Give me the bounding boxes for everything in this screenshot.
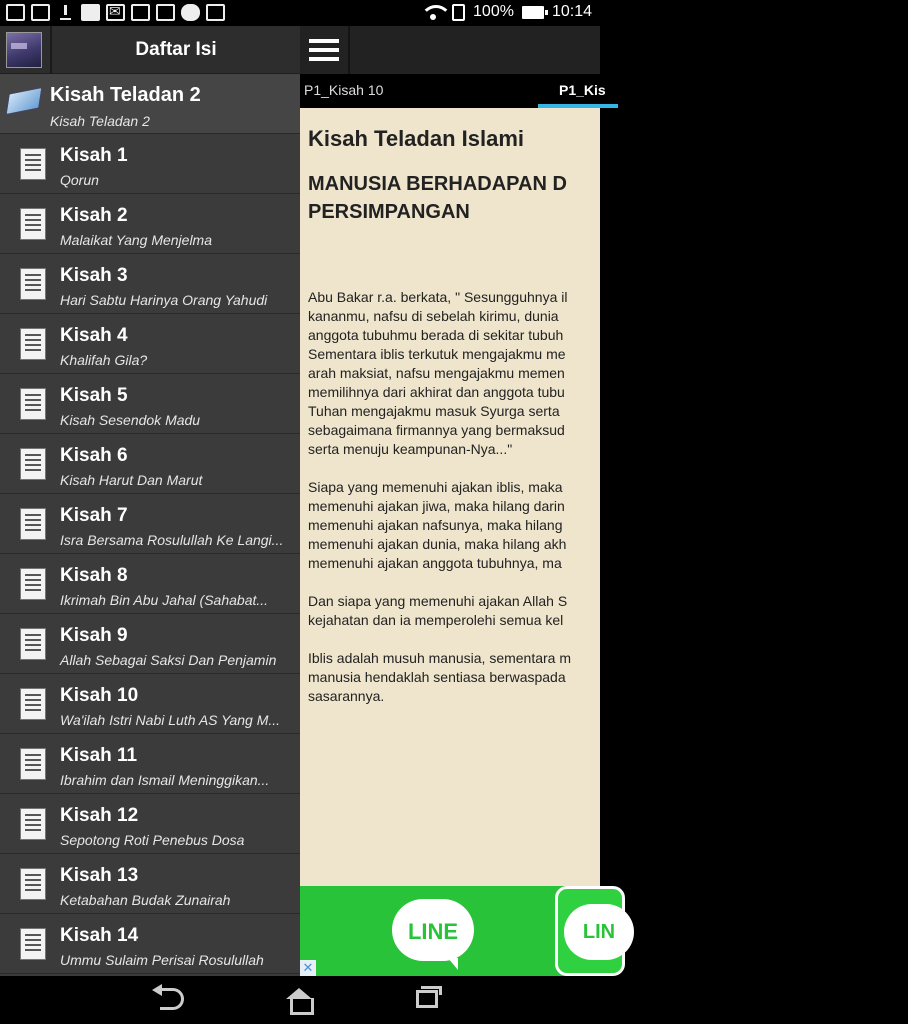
paragraph-line: manusia hendaklah sentiasa berwaspada <box>308 669 566 685</box>
document-icon <box>20 148 46 180</box>
document-icon <box>20 508 46 540</box>
drawer-item-title: Kisah 1 <box>60 145 128 166</box>
paragraph-line: memenuhi ajakan anggota tubuhnya, ma <box>308 555 562 571</box>
document-icon <box>20 748 46 780</box>
document-icon <box>20 628 46 660</box>
drawer-item-title: Kisah 11 <box>60 745 138 766</box>
tab-strip <box>300 74 606 108</box>
game-controller-icon <box>181 4 200 21</box>
paragraph-line: Sementara iblis terkutuk mengajakmu me <box>308 346 566 362</box>
drawer-item-title: Kisah 6 <box>60 445 128 466</box>
drawer-title: Daftar Isi <box>135 39 217 60</box>
drawer-item[interactable] <box>0 74 300 134</box>
document-icon <box>20 268 46 300</box>
document-icon <box>20 568 46 600</box>
document-icon <box>20 808 46 840</box>
drawer-item-subtitle: Malaikat Yang Menjelma <box>60 232 213 248</box>
ad-banner[interactable] <box>300 886 616 976</box>
battery-percent: 100% <box>473 3 514 20</box>
drawer-item-title: Kisah 2 <box>60 205 128 226</box>
drawer-item-title: Kisah 8 <box>60 565 128 586</box>
image-notification-icon <box>6 4 25 21</box>
image-notification-icon-3 <box>156 4 175 21</box>
line-logo-partial: LIN <box>564 904 634 960</box>
subheading-line: MANUSIA BERHADAPAN D <box>308 173 567 195</box>
drawer-item-title: Kisah 5 <box>60 385 128 406</box>
drawer-item-title: Kisah 7 <box>60 505 128 526</box>
drawer-item-subtitle: Hari Sabtu Harinya Orang Yahudi <box>60 292 268 308</box>
download-icon <box>56 4 75 21</box>
paragraph-line: Dan siapa yang memenuhi ajakan Allah S <box>308 593 568 609</box>
action-bar <box>300 26 600 74</box>
drawer-item[interactable] <box>0 734 300 794</box>
drawer-item[interactable] <box>0 194 300 254</box>
drawer-item-subtitle: Wa'ilah Istri Nabi Luth AS Yang M... <box>60 712 281 728</box>
tab-p1-kisah-10[interactable]: P1_Kisah 10 <box>304 82 384 98</box>
document-icon <box>20 328 46 360</box>
bag-icon <box>206 4 225 21</box>
no-sim-icon <box>452 4 465 21</box>
system-status <box>422 3 592 21</box>
document-icon <box>20 688 46 720</box>
drawer-item-title: Kisah 14 <box>60 925 139 946</box>
drawer-item[interactable] <box>0 314 300 374</box>
drawer-item[interactable] <box>0 794 300 854</box>
paragraph-line: anggota tubuhmu berada di sekitar tubuh <box>308 327 564 343</box>
drawer-item[interactable] <box>0 854 300 914</box>
paragraph-line: Tuhan mengajakmu masuk Syurga serta <box>308 403 560 419</box>
drawer-item[interactable] <box>0 434 300 494</box>
system-nav-bar <box>0 976 600 1024</box>
drawer-item-subtitle: Ibrahim dan Ismail Meninggikan... <box>60 772 270 788</box>
drawer-item-subtitle: Ummu Sulaim Perisai Rosulullah <box>60 952 264 968</box>
paragraph-line: arah maksiat, nafsu mengajakmu memen <box>308 365 565 381</box>
status-bar <box>0 0 600 26</box>
drawer-item-title: Kisah 10 <box>60 685 139 706</box>
battery-notification-icon <box>81 4 100 21</box>
article-paragraph <box>308 478 908 573</box>
drawer-item[interactable] <box>0 254 300 314</box>
paragraph-line: kananmu, nafsu di sebelah kirimu, dunia <box>308 308 559 324</box>
drawer-item-subtitle: Sepotong Roti Penebus Dosa <box>60 832 245 848</box>
article-paragraph <box>308 288 908 459</box>
article-subheading <box>308 170 908 226</box>
clock: 10:14 <box>551 3 592 20</box>
drawer-item[interactable] <box>0 494 300 554</box>
battery-icon <box>522 6 544 19</box>
book-icon <box>6 87 43 115</box>
document-icon <box>20 448 46 480</box>
article-heading: Kisah Teladan Islami <box>308 126 525 151</box>
drawer-item-subtitle: Isra Bersama Rosulullah Ke Langi... <box>60 532 284 548</box>
image-notification-icon-2 <box>131 4 150 21</box>
ad-close-icon[interactable]: ✕ <box>300 960 316 976</box>
paragraph-line: Siapa yang memenuhi ajakan iblis, maka <box>308 479 563 495</box>
drawer-item-title: Kisah 4 <box>60 325 128 346</box>
content-pane <box>300 26 616 976</box>
drawer-item-subtitle: Ketabahan Budak Zunairah <box>60 892 231 908</box>
drawer-item-title: Kisah Teladan 2 <box>50 84 201 106</box>
gallery-notification-icon <box>31 4 50 21</box>
drawer-item[interactable] <box>0 554 300 614</box>
navigation-drawer <box>0 26 300 976</box>
drawer-item-subtitle: Kisah Sesendok Madu <box>60 412 201 428</box>
document-icon <box>20 208 46 240</box>
paragraph-line: sasarannya. <box>308 688 385 704</box>
article-body <box>308 126 908 706</box>
drawer-item-subtitle: Ikrimah Bin Abu Jahal (Sahabat... <box>60 592 269 608</box>
recent-apps-icon[interactable] <box>416 990 438 1008</box>
paragraph-line: Iblis adalah musuh manusia, sementara m <box>308 650 572 666</box>
drawer-item-title: Kisah 3 <box>60 265 128 286</box>
back-icon[interactable] <box>160 988 184 1010</box>
document-icon <box>20 928 46 960</box>
paragraph-line: serta menuju keampunan-Nya..." <box>308 441 513 457</box>
drawer-item-subtitle: Allah Sebagai Saksi Dan Penjamin <box>60 652 277 668</box>
paragraph-line: memenuhi ajakan nafsunya, maka hilang <box>308 517 563 533</box>
drawer-item[interactable] <box>0 374 300 434</box>
line-logo: LINE <box>392 899 474 961</box>
home-icon[interactable] <box>286 988 312 1012</box>
paragraph-line: kejahatan dan ia memperolehi semua kel <box>308 612 564 628</box>
article-paragraphs <box>308 288 908 706</box>
drawer-item-title: Kisah 9 <box>60 625 128 646</box>
menu-icon[interactable] <box>309 36 339 64</box>
drawer-item-subtitle: Qorun <box>60 172 99 188</box>
paragraph-line: memenuhi ajakan dunia, maka hilang akh <box>308 536 567 552</box>
app-logo-icon[interactable] <box>6 32 42 68</box>
wifi-icon <box>422 4 444 20</box>
document-icon <box>20 388 46 420</box>
paragraph-line: sebagaimana firmannya yang bermaksud <box>308 422 565 438</box>
mail-icon <box>106 4 125 21</box>
drawer-item[interactable] <box>0 674 300 734</box>
drawer-item[interactable] <box>0 914 300 974</box>
article-paragraph <box>308 592 908 630</box>
tab-p1-kis-active[interactable]: P1_Kis <box>559 82 606 98</box>
subheading-line: PERSIMPANGAN <box>308 201 470 223</box>
drawer-item-subtitle: Kisah Harut Dan Marut <box>60 472 203 488</box>
drawer-item-title: Kisah 13 <box>60 865 139 886</box>
drawer-item-title: Kisah 12 <box>60 805 139 826</box>
paragraph-line: memilihnya dari akhirat dan anggota tubu <box>308 384 565 400</box>
paragraph-line: Abu Bakar r.a. berkata, " Sesungguhnya il <box>308 289 568 305</box>
article-paragraph <box>308 649 908 706</box>
action-bar-divider <box>348 26 350 74</box>
drawer-item-subtitle: Kisah Teladan 2 <box>50 113 150 129</box>
chapter-list <box>0 74 300 974</box>
paragraph-line: memenuhi ajakan jiwa, maka hilang darin <box>308 498 565 514</box>
drawer-item-subtitle: Khalifah Gila? <box>60 352 148 368</box>
article-view[interactable] <box>300 108 600 886</box>
document-icon <box>20 868 46 900</box>
drawer-item[interactable] <box>0 614 300 674</box>
notification-icons <box>6 4 225 21</box>
drawer-item[interactable] <box>0 134 300 194</box>
drawer-header <box>0 26 300 74</box>
